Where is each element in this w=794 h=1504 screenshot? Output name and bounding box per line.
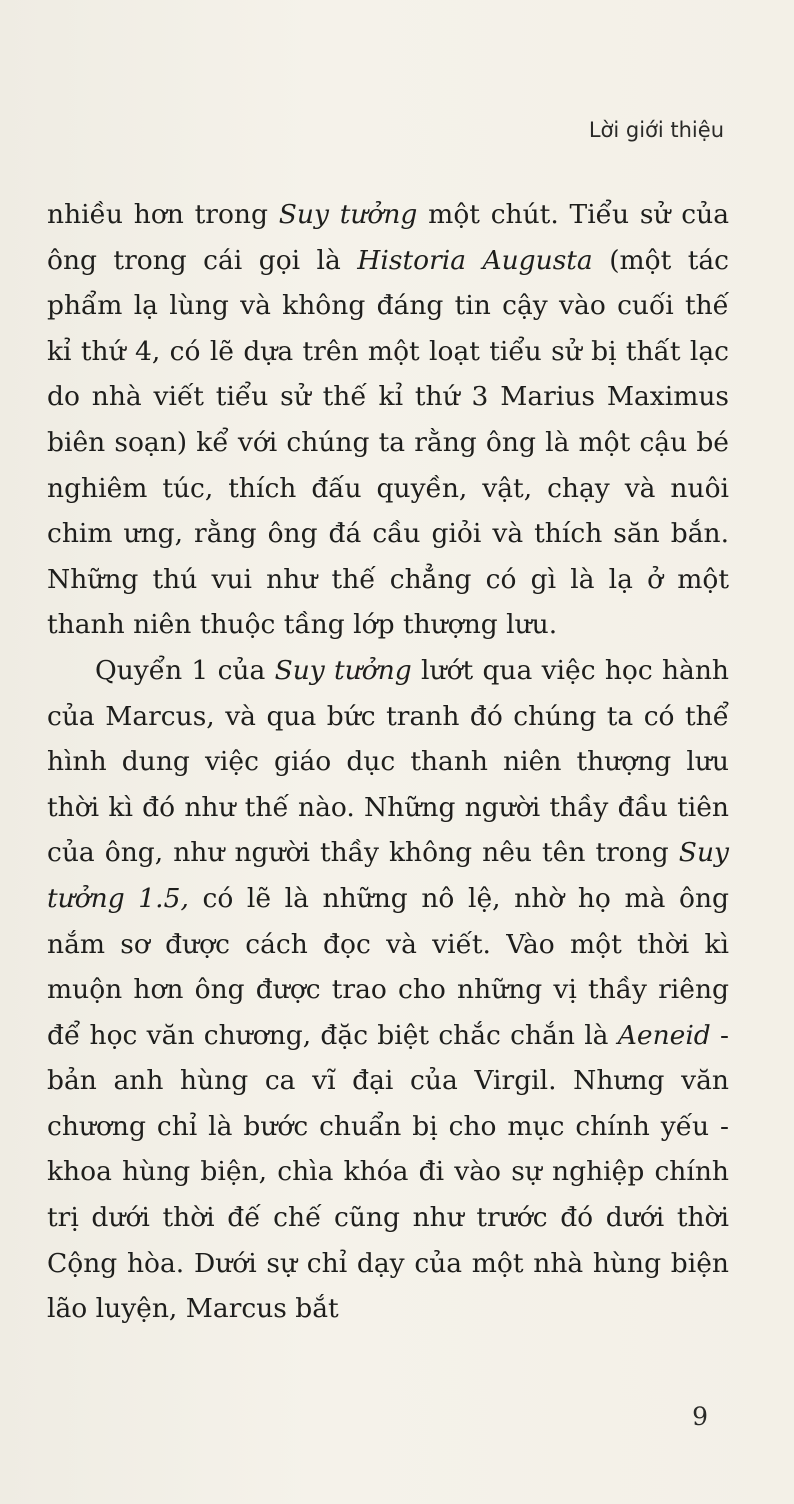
text-run: lướt qua việc học hành của Marcus, và qua bức tranh đó chúng ta có thể hình dung việc giáo dục thanh niên thượng lưu thời kì đó như thế nào. Những người thầy đầu tiên của ông, như người thầy không nêu tên trong [47,654,729,869]
text-run: có lẽ là những nô lệ, nhờ họ mà ông nắm sơ được cách đọc và viết. Vào một thời kì muộn hơn ông được trao cho những vị thầy riêng để học văn chương, đặc biệt chắc chắn là [47,882,729,1051]
text-run: một chút. Tiểu sử của ông trong cái gọi là [47,199,729,276]
running-head: Lời giới thiệu [588,118,724,142]
text-run: (một tác phẩm lạ lùng và không đáng tin cậy vào cuối thế kỉ thứ 4, có lẽ dựa trên một loạt tiểu sử bị thất lạc do nhà viết tiểu sử thế kỉ thứ 3 Marius Maximus biên soạn) kể với chúng ta rằng ông là một cậu bé nghiêm túc, thích đấu quyền, vật, chạy và nuôi chim ưng, rằng ông đá cầu giỏi và thích săn bắn. Những thú vui như thế chẳng có gì là lạ ở một thanh niên thuộc tầng lớp thượng lưu. [47,244,729,641]
paragraph-1 [47,192,729,648]
italic-title: Historia Augusta [357,244,593,276]
italic-title: Suy tưởng [274,654,412,686]
italic-title: Suy tưởng [278,199,418,230]
text-run: - bản anh hùng ca vĩ đại của Virgil. Nhưng văn chương chỉ là bước chuẩn bị cho mục chính yếu - khoa hùng biện, chìa khóa đi vào sự nghiệp chính trị dưới thời đế chế cũng như trước đó dưới thời Cộng hòa. Dưới sự chỉ dạy của một nhà hùng biện lão luyện, Marcus bắt [47,1019,729,1325]
text-run: nhiều hơn trong [47,199,279,230]
paragraph-2 [47,648,729,1332]
italic-reference: Suy tưởng 1.5, [47,837,729,914]
body-text [47,192,729,1332]
italic-title: Aeneid [617,1019,711,1051]
page-number: 9 [692,1402,708,1431]
text-run: Quyển 1 của [95,654,275,686]
